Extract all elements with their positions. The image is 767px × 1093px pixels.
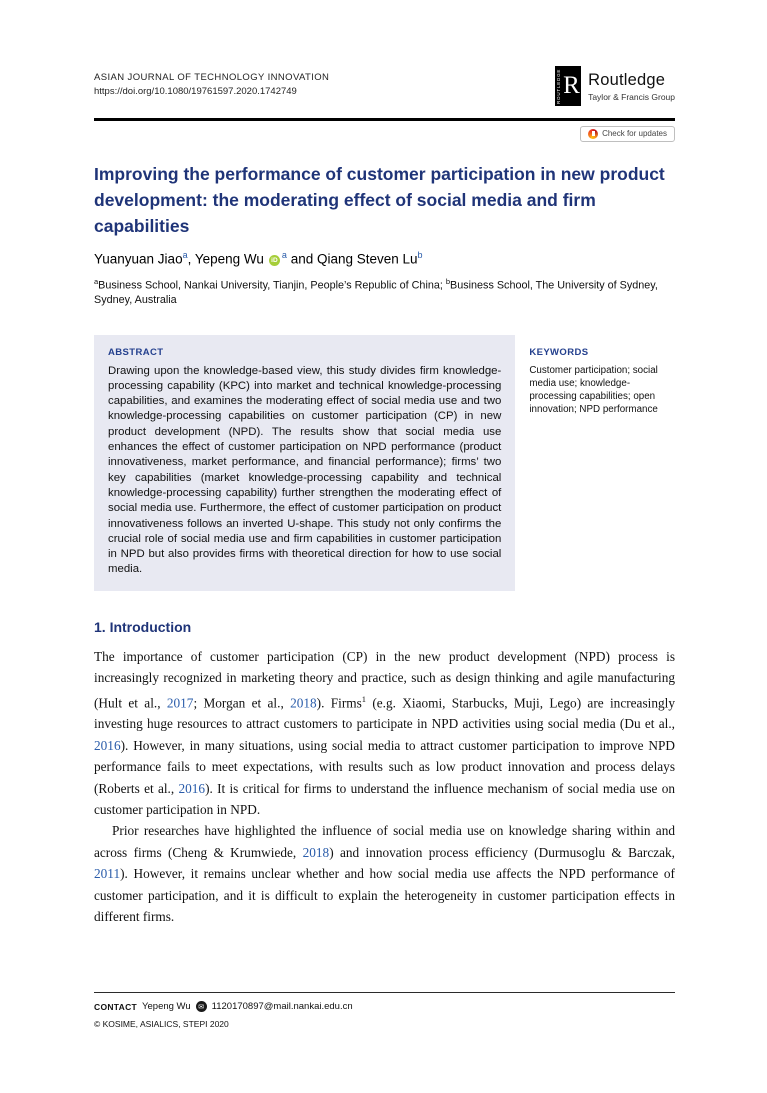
abstract-text: Drawing upon the knowledge-based view, this study divides firm knowledge-processing capability (KPC) into market and technical knowledge-processing capabilities, and examines the moderating effect of social media use and two knowledge-processing capabilities on customer participation (CP) in new product development (NPD). The results show that social media use enhances the effect of customer participation on NPD performance (product innovativeness, market performance, and financial performance); firms’ two key capabilities (market knowledge-processing capability and technical knowledge-processing capability) further strengthen the moderating effect of social media use. Furthermore, the effect of customer participation on product innovativeness follows an inverted U-shape. This study not only confirms the crucial role of social media use and firm capabilities in customer participation in NPD but also provides firms with theoretical direction for how to use social media. <box>108 364 502 576</box>
citation-link[interactable]: 2018 <box>290 694 317 710</box>
routledge-logo <box>555 66 675 106</box>
author-1-affiliation-sup: a <box>182 249 188 260</box>
contact-name: Yepeng Wu <box>142 1001 191 1012</box>
paragraph-text: The importance of customer participation (CP) in the new product development (NPD) process is increasingly recognized in marketing theory and practice, such as design thinking and agile manufacturing (Hult et al., <box>94 648 675 710</box>
citation-link[interactable]: 2011 <box>94 866 121 882</box>
affiliation-sup-b: b <box>445 277 451 286</box>
abstract-keywords-section <box>94 335 675 591</box>
author-name-3: Qiang Steven Lu <box>316 251 418 266</box>
page-footer <box>94 992 675 1029</box>
citation-link[interactable]: 2016 <box>94 737 121 753</box>
paragraph-text: ). However, it remains unclear whether and how social media use affects the NPD performance of customer participation, and it is difficult to explain the heterogeneity in customer participation effects in different firms. <box>94 866 675 925</box>
check-updates-row <box>94 126 675 142</box>
author-3-affiliation-sup: b <box>417 249 423 260</box>
crossmark-icon <box>588 129 598 139</box>
routledge-vertical-text: ROUTLEDGE <box>556 68 562 104</box>
paragraph-text: ; Morgan et al., <box>193 694 291 710</box>
journal-name: ASIAN JOURNAL OF TECHNOLOGY INNOVATION <box>94 72 330 83</box>
paragraph-text: (e.g. Xiaomi, Starbucks, Muji, Lego) are increasingly investing huge resources to attract customers to participate in NPD activities using social media (Du et al., <box>94 694 675 732</box>
footnote-marker-1: 1 <box>361 693 367 704</box>
citation-link[interactable]: 2016 <box>178 780 206 796</box>
email-icon[interactable]: ✉ <box>196 1001 207 1012</box>
journal-info <box>94 72 329 97</box>
contact-email[interactable]: 1120170897@mail.nankai.edu.cn <box>211 1001 353 1012</box>
affiliation-text-b: Business School, The University of Sydney, Sydney, Australia <box>94 279 658 307</box>
author-line <box>94 250 675 267</box>
journal-header <box>94 68 675 112</box>
intro-paragraph-1 <box>94 646 675 821</box>
publisher-name: Routledge <box>588 70 666 89</box>
intro-paragraph-2 <box>94 820 675 927</box>
check-for-updates-badge[interactable] <box>580 126 675 142</box>
citation-link[interactable]: 2017 <box>166 694 194 710</box>
affiliation-line <box>94 275 675 308</box>
copyright-line: © KOSIME, ASIALICS, STEPI 2020 <box>94 1019 229 1029</box>
contact-label: CONTACT <box>94 1001 138 1012</box>
footer-divider <box>94 992 675 993</box>
paragraph-text: ). It is critical for firms to understand the influence mechanism of social media use on customer participation in NPD. <box>94 780 675 818</box>
citation-link[interactable]: 2018 <box>302 844 330 860</box>
publisher-wordmark <box>588 71 675 102</box>
publisher-group: Taylor & Francis Group <box>588 91 675 102</box>
paragraph-text: Prior researches have highlighted the influence of social media use on knowledge sharing within and across firms (Cheng & Krumwiede, <box>94 823 675 860</box>
paragraph-text: ). However, in many situations, using social media to attract customer participation to improve NPD performance fails to meet expectations, with results such as low product innovation and process delays (Roberts et al., <box>94 737 675 796</box>
abstract-label: ABSTRACT <box>108 346 164 358</box>
paragraph-text: ) and innovation process efficiency (Durmusoglu & Barczak, <box>329 844 675 860</box>
doi-link[interactable]: https://doi.org/10.1080/19761597.2020.1742749 <box>94 86 297 97</box>
paragraph-text: ). Firms <box>316 694 362 710</box>
abstract-box <box>94 335 515 591</box>
author-name-1: Yuanyuan Jiao <box>94 251 183 266</box>
section-heading-introduction: 1. Introduction <box>94 618 192 635</box>
routledge-logo-mark <box>555 66 581 106</box>
keywords-text: Customer participation; social media use; knowledge-processing capabilities; open innovation; NPD performance <box>529 364 658 416</box>
check-for-updates-label: Check for updates <box>602 129 667 138</box>
author-name-2: Yepeng Wu <box>194 251 264 266</box>
affiliation-sup-a: a <box>94 277 99 286</box>
routledge-r-letter: R <box>563 72 580 99</box>
author-separator-1: , <box>187 251 195 266</box>
keywords-box <box>529 335 675 591</box>
header-divider <box>94 118 675 121</box>
contact-line <box>94 1001 675 1012</box>
author-2-affiliation-sup: a <box>281 249 287 260</box>
orcid-icon[interactable]: iD <box>269 255 280 266</box>
affiliation-text-a: Business School, Nankai University, Tianjin, People’s Republic of China; <box>98 279 446 292</box>
article-title: Improving the performance of customer participation in new product development: the moderating effect of social media and firm capabilities <box>94 163 665 236</box>
keywords-label: KEYWORDS <box>529 346 589 358</box>
author-separator-2: and <box>286 251 317 266</box>
